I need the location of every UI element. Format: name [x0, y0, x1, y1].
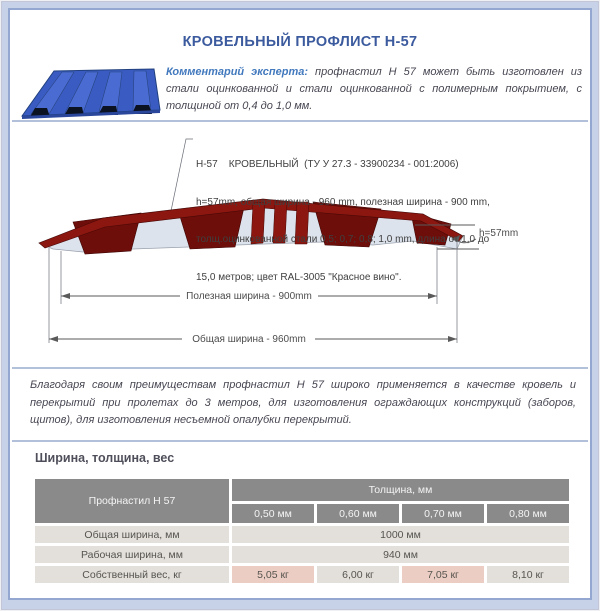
- drawing-annotation: [196, 134, 490, 309]
- weight-value-050: 5,05 кг: [232, 566, 314, 583]
- table-header-row-1: [35, 479, 569, 501]
- technical-drawing: [10, 122, 592, 367]
- col-header-060: 0,60 мм: [317, 504, 399, 523]
- table-row: [35, 566, 569, 583]
- row-value-overall-width: 1000 мм: [232, 526, 569, 543]
- expert-comment-label: Комментарий эксперта:: [166, 66, 309, 78]
- row-value-working-width: 940 мм: [232, 546, 569, 563]
- useful-width-label: Полезная ширина - 900mm: [186, 291, 312, 302]
- annotation-leader-line: [171, 139, 193, 211]
- weight-value-060: 6,00 кг: [317, 566, 399, 583]
- table-corner-header: Профнастил Н 57: [35, 479, 229, 523]
- weight-value-070: 7,05 кг: [402, 566, 484, 583]
- page-frame: [1, 1, 599, 610]
- annotation-line-1: Н-57 КРОВЕЛЬНЫЙ (ТУ У 27.3 - 33900234 - 001:2006): [196, 159, 459, 170]
- col-header-050: 0,50 мм: [232, 504, 314, 523]
- overall-width-arrow-right: [448, 336, 457, 342]
- expert-comment-text: профнастил Н 57 может быть изготовлен из стали оцинкованной и стали оцинкованной с полимерным покрытием, с толщиной от 0,4 до 1,0 мм.: [166, 66, 583, 112]
- table-row: [35, 546, 569, 563]
- expert-comment: [166, 64, 582, 115]
- table-row: [35, 526, 569, 543]
- blue-sheet-image: [16, 60, 166, 122]
- overall-width-arrow-left: [49, 336, 58, 342]
- page-title: КРОВЕЛЬНЫЙ ПРОФЛИСТ Н-57: [182, 34, 418, 50]
- row-label-overall-width: Общая ширина, мм: [35, 526, 229, 543]
- annotation-line-2: h=57mm, общая ширина - 960 mm, полезная ширина - 900 mm,: [196, 196, 490, 208]
- annotation-line-4: 15,0 метров; цвет RAL-3005 "Красное вино".: [196, 271, 402, 283]
- useful-width-arrow-left: [61, 293, 70, 299]
- description-paragraph: Благодаря своим преимуществам профнастил Н 57 широко применяется в качестве кровель и перекрытий при пролетах до 3 метров, для изготовления ограждающих конструкций (заборов, щитов), для изготовления несъемной опалубки перекрытий.: [30, 379, 576, 426]
- spec-table: [32, 476, 572, 586]
- col-header-070: 0,70 мм: [402, 504, 484, 523]
- overall-width-label: Общая ширина - 960mm: [192, 334, 306, 345]
- page-inner: [8, 8, 592, 600]
- weight-value-080: 8,10 кг: [487, 566, 569, 583]
- row-label-weight: Собственный вес, кг: [35, 566, 229, 583]
- table-title: Ширина, толщина, вес: [35, 451, 175, 465]
- divider-middle: [12, 367, 588, 369]
- content: [10, 10, 590, 598]
- divider-bottom: [12, 440, 588, 442]
- col-header-080: 0,80 мм: [487, 504, 569, 523]
- product-photo-blue-sheet: [16, 60, 166, 122]
- annotation-line-3: толщ.оцинкованной стали 0,5; 0,7; 0,8; 1,0 mm, длина от 1,0 до: [196, 234, 490, 245]
- table-group-header: Толщина, мм: [232, 479, 569, 501]
- row-label-working-width: Рабочая ширина, мм: [35, 546, 229, 563]
- height-label: h=57mm: [479, 228, 519, 239]
